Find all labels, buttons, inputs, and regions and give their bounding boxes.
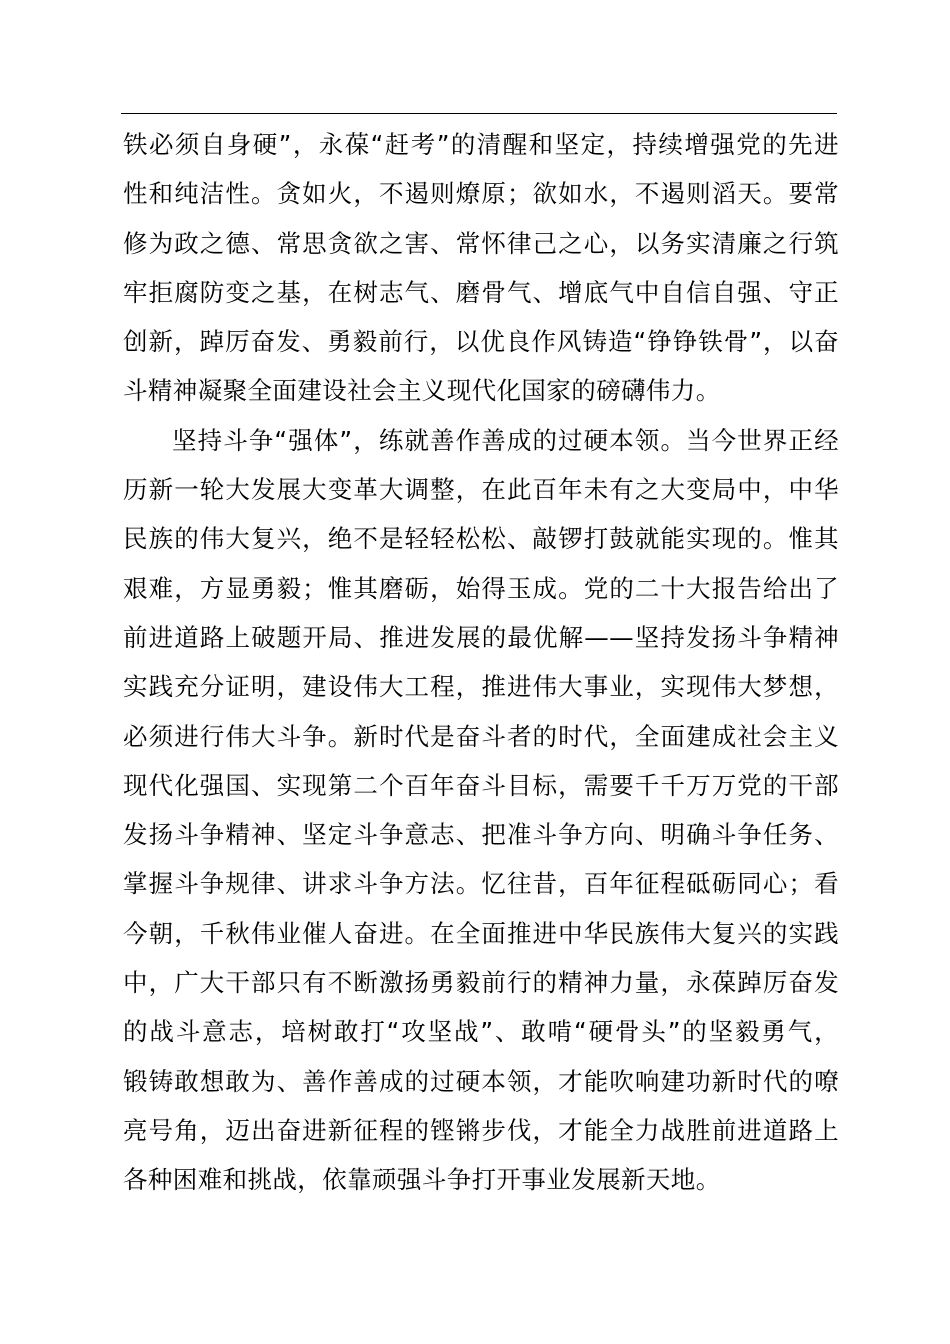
text-line: 实践充分证明，建设伟大工程，推进伟大事业，实现伟大梦想，	[123, 672, 839, 702]
text-line: 铁必须自身硬”，永葆“赶考”的清醒和坚定，持续增强党的先进	[123, 130, 839, 159]
text-line: 民族的伟大复兴，绝不是轻轻松松、敲锣打鼓就能实现的。惟其	[123, 524, 839, 554]
text-line: 必须进行伟大斗争。新时代是奋斗者的时代，全面建成社会主义	[123, 721, 839, 751]
text-line: 斗精神凝聚全面建设社会主义现代化国家的磅礴伟力。	[123, 376, 721, 406]
text-line: 艰难，方显勇毅；惟其磨砺，始得玉成。党的二十大报告给出了	[123, 573, 839, 603]
text-line: 的战斗意志，培树敢打“攻坚战”、敢啃“硬骨头”的坚毅勇气，	[123, 1017, 839, 1047]
paragraph-1	[123, 120, 839, 416]
text-line: 发扬斗争精神、坚定斗争意志、把准斗争方向、明确斗争任务、	[123, 820, 839, 850]
text-line: 牢拒腐防变之基，在树志气、磨骨气、增底气中自信自强、守正	[123, 277, 839, 307]
text-line: 修为政之德、常思贪欲之害、常怀律己之心，以务实清廉之行筑	[123, 228, 839, 258]
text-line: 前进道路上破题开局、推进发展的最优解——坚持发扬斗争精神	[123, 622, 839, 652]
text-line: 掌握斗争规律、讲求斗争方法。忆往昔，百年征程砥砺同心；看	[123, 869, 839, 899]
text-line: 历新一轮大发展大变革大调整，在此百年未有之大变局中，中华	[123, 475, 839, 505]
text-line: 中，广大干部只有不断激扬勇毅前行的精神力量，永葆踔厉奋发	[123, 968, 839, 998]
text-line: 锻铸敢想敢为、善作善成的过硬本领，才能吹响建功新时代的嘹	[123, 1066, 839, 1096]
paragraph-2	[123, 416, 839, 1205]
body-text	[123, 120, 839, 1205]
text-line: 各种困难和挑战，依靠顽强斗争打开事业发展新天地。	[123, 1165, 721, 1195]
text-line: 坚持斗争“强体”，练就善作善成的过硬本领。当今世界正经	[172, 425, 839, 455]
text-line: 今朝，千秋伟业催人奋进。在全面推进中华民族伟大复兴的实践	[123, 918, 839, 948]
text-line: 创新，踔厉奋发、勇毅前行，以优良作风铸造“铮铮铁骨”，以奋	[123, 327, 839, 357]
text-line: 现代化强国、实现第二个百年奋斗目标，需要千千万万党的干部	[123, 770, 839, 800]
text-line: 性和纯洁性。贪如火，不遏则燎原；欲如水，不遏则滔天。要常	[123, 179, 839, 209]
header-rule	[121, 113, 837, 114]
text-line: 亮号角，迈出奋进新征程的铿锵步伐，才能全力战胜前进道路上	[123, 1115, 839, 1145]
